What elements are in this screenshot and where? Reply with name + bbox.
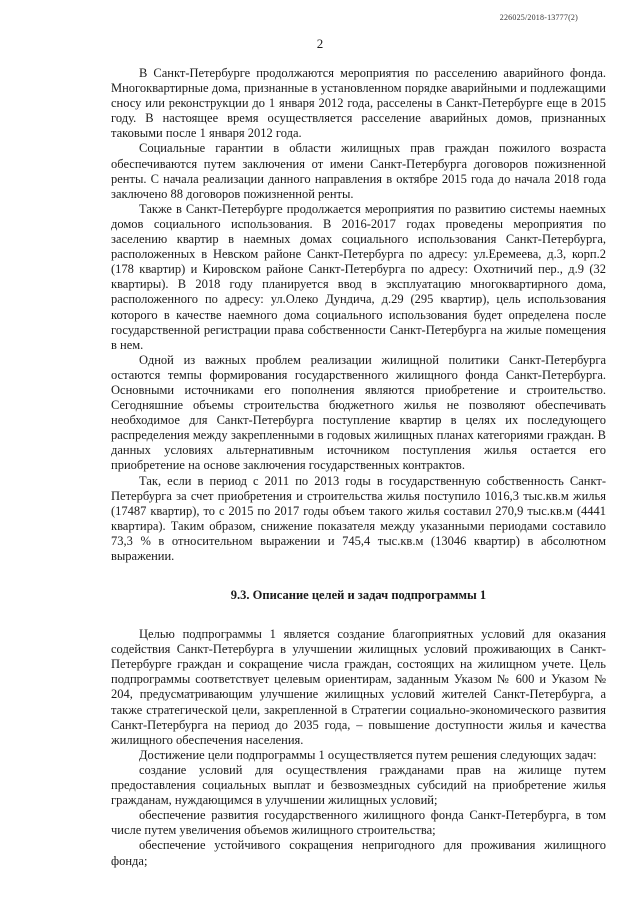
list-item: создание условий для осуществления гражданами прав на жилище путем предоставления социальных выплат и безвозмездных субсидий на приобретение жилья гражданам, нуждающимся в улучшении жилищных условий; bbox=[111, 762, 606, 808]
paragraph: В Санкт-Петербурге продолжаются мероприятия по расселению аварийного фонда. Многоквартирные дома, признанные в установленном порядке аварийными и подлежащими сносу или реконструкции до 1 января 2012 года, расселены в Санкт-Петербурге еще в 2015 году. В настоящее время осуществляется расселение аварийных домов, признанных таковыми после 1 января 2012 года. bbox=[111, 66, 606, 141]
document-body bbox=[111, 66, 606, 869]
page-number: 2 bbox=[316, 36, 324, 51]
document-id: 226025/2018-13777(2) bbox=[499, 13, 578, 22]
paragraph: Социальные гарантии в области жилищных прав граждан пожилого возраста обеспечиваются путем заключения от имени Санкт-Петербурга договоров пожизненной ренты. С начала реализации данного направления в октябре 2015 года до начала 2018 года заключено 88 договоров пожизненной ренты. bbox=[111, 141, 606, 201]
paragraph: Достижение цели подпрограммы 1 осуществляется путем решения следующих задач: bbox=[139, 747, 597, 762]
paragraph: Одной из важных проблем реализации жилищной политики Санкт-Петербурга остаются темпы формирования государственного жилищного фонда Санкт-Петербурга. Основными источниками его пополнения являются приобретение и строительство. Сегодняшние объемы строительства бюджетного жилья не позволяют обеспечивать необходимое для Санкт-Петербурга поступление квартир в целях их последующего распределения между закрепленными в годовых жилищных планах категориями граждан. В данных условиях альтернативным источником поступления жилья остается его приобретение на основе заключения государственных контрактов. bbox=[111, 352, 606, 473]
section-heading: 9.3. Описание целей и задач подпрограммы 1 bbox=[230, 588, 487, 603]
paragraph: Целью подпрограммы 1 является создание благоприятных условий для оказания содействия Санкт-Петербурга в улучшении жилищных условий проживающих в Санкт-Петербурге граждан и сокращение числа граждан, состоящих на жилищном учете. Цель подпрограммы соответствует целевым ориентирам, заданным Указом № 600 и Указом № 204, предусматривающим улучшение жилищных условий жителей Санкт-Петербурга, а также стратегической цели, закрепленной в Стратегии социально-экономического развития Санкт-Петербурга на период до 2035 года, – повышение доступности жилья и качества жилищного обеспечения населения. bbox=[111, 627, 606, 747]
list-item: обеспечение устойчивого сокращения непригодного для проживания жилищного фонда; bbox=[111, 838, 606, 868]
list-item: обеспечение развития государственного жилищного фонда Санкт-Петербурга, в том числе путем увеличения объемов жилищного строительства; bbox=[111, 808, 606, 838]
paragraph: Также в Санкт-Петербурге продолжается мероприятия по развитию системы наемных домов социального использования. В 2016-2017 годах проведены мероприятия по заселению квартир в наемных домах социального использования Санкт-Петербурга, расположенных в Невском районе Санкт-Петербурга по адресу: ул.Еремеева, д.3, корп.2 (178 квартир) и Кировском районе Санкт-Петербурга по адресу: Охотничий пер., д.9 (32 квартиры). В 2018 году планируется ввод в эксплуатацию многоквартирного дома, расположенного по адресу: ул.Олеко Дундича, д.29 (295 квартир), цель использования которого в качестве наемного дома социального использования будет определена после государственной регистрации права собственности Санкт-Петербурга на жилые помещения в нем. bbox=[111, 201, 606, 352]
paragraph: Так, если в период с 2011 по 2013 годы в государственную собственность Санкт-Петербурга за счет приобретения и строительства жилья поступило 1016,3 тыс.кв.м жилья (17487 квартир), то с 2015 по 2017 годы объем такого жилья составил 270,9 тыс.кв.м (4441 квартира). Таким образом, снижение показателя между указанными периодами составило 73,3 % в относительном выражении и 745,4 тыс.кв.м (13046 квартир) в абсолютном выражении. bbox=[111, 473, 606, 563]
